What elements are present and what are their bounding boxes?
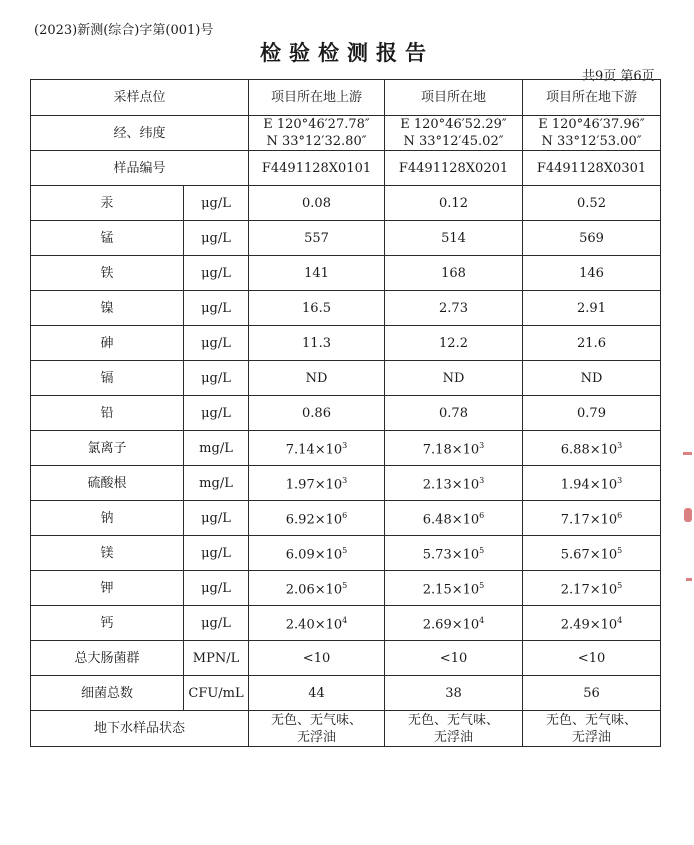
- analyte-value: [249, 431, 385, 466]
- value-exponent: 3: [617, 476, 623, 486]
- analyte-value: [385, 186, 523, 221]
- sample-id-value: F4491128X0301: [523, 151, 661, 186]
- analyte-row: [31, 571, 661, 606]
- analyte-row: [31, 186, 661, 221]
- value-exponent: 4: [342, 616, 348, 626]
- value-mantissa: 2.15×10: [422, 582, 480, 598]
- value-exponent: 5: [617, 581, 623, 591]
- analyte-unit: μg/L: [184, 536, 249, 571]
- value-mantissa: 5.73×10: [422, 547, 480, 563]
- value-exponent: 3: [479, 476, 485, 486]
- analyte-value: [385, 606, 523, 641]
- analyte-value: [523, 641, 661, 676]
- analyte-row: [31, 291, 661, 326]
- analyte-value: [385, 361, 523, 396]
- value-mantissa: 0.79: [577, 405, 606, 421]
- coordinates-value: [523, 116, 661, 151]
- analyte-unit: μg/L: [184, 186, 249, 221]
- analyte-value: [523, 186, 661, 221]
- analyte-value: [523, 361, 661, 396]
- value-mantissa: 7.17×10: [560, 512, 618, 528]
- coordinates-value: [385, 116, 523, 151]
- analyte-unit: μg/L: [184, 221, 249, 256]
- analyte-name: 砷: [31, 326, 184, 361]
- analyte-row: [31, 466, 661, 501]
- value-mantissa: 0.78: [439, 405, 468, 421]
- value-mantissa: 6.88×10: [560, 442, 618, 458]
- coordinates-value: [249, 116, 385, 151]
- analyte-unit: μg/L: [184, 291, 249, 326]
- analyte-value: [385, 466, 523, 501]
- analyte-row: [31, 501, 661, 536]
- analyte-value: [249, 221, 385, 256]
- analyte-value: [249, 676, 385, 711]
- value-mantissa: 514: [441, 230, 466, 246]
- analyte-row: [31, 676, 661, 711]
- margin-stain: [686, 578, 692, 581]
- value-exponent: 6: [479, 511, 485, 521]
- value-exponent: 5: [342, 546, 348, 556]
- margin-stain: [684, 508, 692, 522]
- analyte-value: [249, 536, 385, 571]
- analyte-name: 铁: [31, 256, 184, 291]
- analyte-unit: mg/L: [184, 466, 249, 501]
- sample-state-line: 无浮油: [297, 729, 337, 745]
- analyte-unit: μg/L: [184, 396, 249, 431]
- longitude: E 120°46′37.96″: [538, 117, 645, 132]
- value-mantissa: ND: [442, 370, 465, 386]
- sample-state-line: 无色、无气味、: [408, 712, 500, 728]
- value-mantissa: 12.2: [439, 335, 468, 351]
- analyte-value: [523, 571, 661, 606]
- sample-state-line: 无浮油: [434, 729, 474, 745]
- value-mantissa: <10: [577, 650, 606, 666]
- value-mantissa: 569: [579, 230, 604, 246]
- analyte-value: [523, 466, 661, 501]
- analyte-value: [249, 186, 385, 221]
- sample-id-row: [31, 151, 661, 186]
- analyte-value: [249, 326, 385, 361]
- coordinates-label: 经、纬度: [31, 116, 249, 151]
- analyte-value: [523, 221, 661, 256]
- analyte-name: 锰: [31, 221, 184, 256]
- value-mantissa: 56: [583, 685, 600, 701]
- sample-id-value: F4491128X0201: [385, 151, 523, 186]
- analyte-value: [523, 291, 661, 326]
- analyte-value: [385, 256, 523, 291]
- value-mantissa: ND: [580, 370, 603, 386]
- analyte-value: [249, 396, 385, 431]
- analyte-row: [31, 396, 661, 431]
- value-mantissa: 2.69×10: [422, 617, 480, 633]
- analyte-row: [31, 641, 661, 676]
- value-mantissa: 0.12: [439, 195, 468, 211]
- sampling-point-value: 项目所在地: [385, 80, 523, 116]
- analyte-name: 钙: [31, 606, 184, 641]
- value-mantissa: 1.94×10: [560, 477, 618, 493]
- sampling-point-value: 项目所在地上游: [249, 80, 385, 116]
- value-mantissa: <10: [302, 650, 331, 666]
- analyte-name: 细菌总数: [31, 676, 184, 711]
- sampling-point-label: 采样点位: [31, 80, 249, 116]
- value-mantissa: 146: [579, 265, 604, 281]
- value-mantissa: 1.97×10: [285, 477, 343, 493]
- analyte-unit: μg/L: [184, 571, 249, 606]
- analyte-row: [31, 221, 661, 256]
- latitude: N 33°12′32.80″: [266, 134, 367, 149]
- analyte-value: [249, 361, 385, 396]
- value-mantissa: 2.73: [439, 300, 468, 316]
- analyte-value: [249, 641, 385, 676]
- analyte-value: [385, 676, 523, 711]
- value-exponent: 3: [342, 441, 348, 451]
- value-exponent: 3: [617, 441, 623, 451]
- analyte-unit: μg/L: [184, 361, 249, 396]
- analyte-row: [31, 256, 661, 291]
- analyte-value: [385, 431, 523, 466]
- sample-state-line: 无色、无气味、: [271, 712, 363, 728]
- value-mantissa: 557: [304, 230, 329, 246]
- value-mantissa: 21.6: [577, 335, 606, 351]
- sample-state-value: [249, 711, 385, 747]
- value-mantissa: ND: [305, 370, 328, 386]
- value-mantissa: 0.08: [302, 195, 331, 211]
- value-exponent: 6: [342, 511, 348, 521]
- sample-state-label: 地下水样品状态: [31, 711, 249, 747]
- analyte-value: [523, 396, 661, 431]
- value-mantissa: 7.14×10: [285, 442, 343, 458]
- analyte-value: [385, 291, 523, 326]
- analyte-unit: mg/L: [184, 431, 249, 466]
- analyte-value: [249, 256, 385, 291]
- sample-state-value: [523, 711, 661, 747]
- sample-state-line: 无浮油: [572, 729, 612, 745]
- value-exponent: 4: [617, 616, 623, 626]
- value-mantissa: 2.49×10: [560, 617, 618, 633]
- analyte-value: [523, 501, 661, 536]
- value-exponent: 4: [479, 616, 485, 626]
- value-mantissa: 2.06×10: [285, 582, 343, 598]
- sampling-point-value: 项目所在地下游: [523, 80, 661, 116]
- analyte-value: [523, 536, 661, 571]
- analyte-value: [249, 571, 385, 606]
- value-mantissa: <10: [439, 650, 468, 666]
- longitude: E 120°46′52.29″: [400, 117, 507, 132]
- sampling-point-row: [31, 80, 661, 116]
- analyte-row: [31, 326, 661, 361]
- analyte-name: 总大肠菌群: [31, 641, 184, 676]
- analyte-row: [31, 536, 661, 571]
- longitude: E 120°46′27.78″: [263, 117, 370, 132]
- analyte-unit: μg/L: [184, 501, 249, 536]
- analyte-row: [31, 431, 661, 466]
- analyte-value: [523, 256, 661, 291]
- value-mantissa: 7.18×10: [422, 442, 480, 458]
- value-exponent: 5: [479, 546, 485, 556]
- value-mantissa: 6.48×10: [422, 512, 480, 528]
- value-exponent: 3: [479, 441, 485, 451]
- value-mantissa: 141: [304, 265, 329, 281]
- analyte-value: [385, 641, 523, 676]
- analyte-unit: μg/L: [184, 606, 249, 641]
- value-mantissa: 0.86: [302, 405, 331, 421]
- sample-state-row: [31, 711, 661, 747]
- analyte-row: [31, 361, 661, 396]
- analyte-value: [385, 396, 523, 431]
- sample-id-value: F4491128X0101: [249, 151, 385, 186]
- analyte-value: [249, 606, 385, 641]
- value-exponent: 3: [342, 476, 348, 486]
- analyte-row: [31, 606, 661, 641]
- margin-stain: [683, 452, 692, 455]
- value-exponent: 5: [479, 581, 485, 591]
- analyte-value: [523, 606, 661, 641]
- analyte-value: [523, 431, 661, 466]
- value-mantissa: 0.52: [577, 195, 606, 211]
- value-mantissa: 11.3: [302, 335, 331, 351]
- analyte-name: 硫酸根: [31, 466, 184, 501]
- sample-id-label: 样品编号: [31, 151, 249, 186]
- analyte-value: [385, 571, 523, 606]
- report-title: 检验检测报告: [260, 41, 434, 65]
- analyte-value: [385, 326, 523, 361]
- analyte-value: [249, 291, 385, 326]
- doc-number: (2023)新测(综合)字第(001)号: [34, 23, 214, 38]
- analyte-name: 钠: [31, 501, 184, 536]
- value-mantissa: 16.5: [302, 300, 331, 316]
- value-mantissa: 5.67×10: [560, 547, 618, 563]
- value-exponent: 5: [617, 546, 623, 556]
- value-mantissa: 2.91: [577, 300, 606, 316]
- analyte-value: [523, 326, 661, 361]
- analyte-unit: CFU/mL: [184, 676, 249, 711]
- value-mantissa: 168: [441, 265, 466, 281]
- value-exponent: 5: [342, 581, 348, 591]
- analyte-name: 铅: [31, 396, 184, 431]
- analyte-unit: μg/L: [184, 256, 249, 291]
- analyte-value: [385, 501, 523, 536]
- value-mantissa: 6.09×10: [285, 547, 343, 563]
- results-table: [30, 79, 661, 747]
- analyte-name: 氯离子: [31, 431, 184, 466]
- value-mantissa: 2.13×10: [422, 477, 480, 493]
- analyte-name: 镍: [31, 291, 184, 326]
- analyte-name: 镁: [31, 536, 184, 571]
- analyte-unit: μg/L: [184, 326, 249, 361]
- page-info: 共9页 第6页: [582, 69, 655, 84]
- value-mantissa: 2.40×10: [285, 617, 343, 633]
- analyte-unit: MPN/L: [184, 641, 249, 676]
- coordinates-row: [31, 116, 661, 151]
- sample-state-value: [385, 711, 523, 747]
- analyte-value: [249, 501, 385, 536]
- analyte-value: [523, 676, 661, 711]
- analyte-name: 镉: [31, 361, 184, 396]
- value-mantissa: 2.17×10: [560, 582, 618, 598]
- value-mantissa: 6.92×10: [285, 512, 343, 528]
- analyte-value: [385, 536, 523, 571]
- value-mantissa: 38: [445, 685, 462, 701]
- analyte-name: 汞: [31, 186, 184, 221]
- analyte-value: [385, 221, 523, 256]
- analyte-name: 钾: [31, 571, 184, 606]
- value-mantissa: 44: [308, 685, 325, 701]
- latitude: N 33°12′53.00″: [541, 134, 642, 149]
- analyte-value: [249, 466, 385, 501]
- latitude: N 33°12′45.02″: [403, 134, 504, 149]
- value-exponent: 6: [617, 511, 623, 521]
- sample-state-line: 无色、无气味、: [546, 712, 638, 728]
